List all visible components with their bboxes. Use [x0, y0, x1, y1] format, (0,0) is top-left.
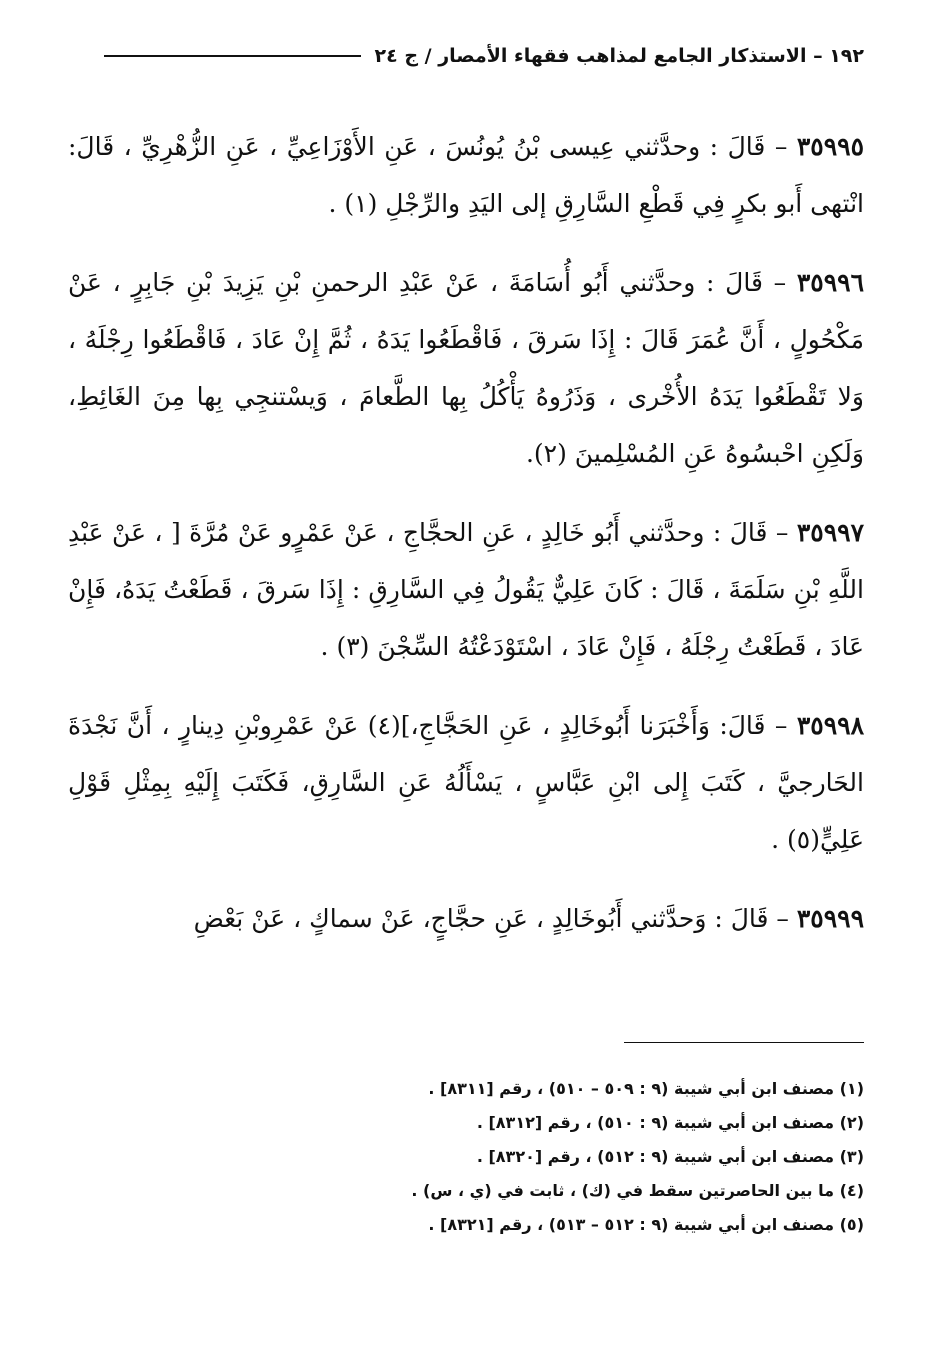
- header-rule: [104, 55, 361, 57]
- entry-text: – قَالَ : وحدَّثني أَبُو خَالِدٍ ، عَنِ الحجَّاجِ ، عَنْ عَمْرٍو عَنْ مُرَّةَ [ ، عَنْ عَبْدِ اللَّهِ بْنِ سَلَمَةَ ، قَالَ : كَانَ عَلِيٌّ يَقُولُ فِي السَّارِقِ : إِذَا سَرقَ ، قَطَعْتُ يَدَهُ، فَإِنْ عَادَ ، قَطَعْتُ رِجْلَهُ ، فَإِنْ عَادَ ، اسْتَوْدَعْتُهُ السِّجْنَ (٣) .: [68, 518, 864, 661]
- main-text: [68, 118, 864, 969]
- footnote: (٤) ما بين الحاصرتين سقط في (ك) ، ثابت في (ي ، س) .: [411, 1181, 864, 1200]
- hadith-entry: [68, 504, 864, 675]
- entry-number: ٣٥٩٩٧: [796, 518, 864, 547]
- footnote: (١) مصنف ابن أبي شيبة (٩ : ٥٠٩ – ٥١٠) ، رقم [٨٣١١] .: [428, 1079, 864, 1098]
- hadith-entry: [68, 118, 864, 232]
- entry-text: – قَالَ: وَأَخْبَرَنا أَبُوخَالِدٍ ، عَنِ الحَجَّاجِ،](٤) عَنْ عَمْرِوبْنِ دِينارٍ ، أَنَّ نَجْدَةَ الحَارجيَّ ، كَتَبَ إِلى ابْنِ عَبَّاسٍ ، يَسْأَلُهُ عَنِ السَّارِقِ، فَكَتَبَ إِلَيْهِ بِمِثْلِ قَوْلِ عَلِيٍّ(٥) .: [68, 711, 864, 854]
- entry-number: ٣٥٩٩٩: [796, 904, 864, 933]
- entry-text: – قَالَ : وَحدَّثني أَبُوخَالِدٍ ، عَنِ حجَّاجٍ، عَنْ سماكٍ ، عَنْ بَعْضِ: [193, 904, 797, 933]
- entry-number: ٣٥٩٩٨: [796, 711, 865, 740]
- header-title: ١٩٢ – الاستذكار الجامع لمذاهب فقهاء الأمصار / ج ٢٤: [374, 45, 864, 67]
- footnote: (٥) مصنف ابن أبي شيبة (٩ : ٥١٢ – ٥١٣) ، رقم [٨٣٢١] .: [428, 1215, 864, 1234]
- hadith-entry: [68, 254, 864, 482]
- footnote-separator: [624, 1042, 864, 1043]
- entry-number: ٣٥٩٩٦: [796, 268, 864, 297]
- running-header: [104, 36, 864, 76]
- entry-text: – قَالَ : وحدَّثني عِيسى بْنُ يُونُسَ ، عَنِ الأَوْزَاعِيِّ ، عَنِ الزُّهْرِيِّ ، قَالَ: انْتهى أَبو بكرٍ فِي قَطْعِ السَّارِقِ إلى اليَدِ والرِّجْلِ (١) .: [68, 132, 864, 218]
- footnote: (٣) مصنف ابن أبي شيبة (٩ : ٥١٢) ، رقم [٨٣٢٠] .: [476, 1147, 864, 1166]
- entry-text: – قَالَ : وحدَّثني أَبُو أُسَامَةَ ، عَنْ عَبْدِ الرحمنِ بْنِ يَزِيدَ بْنِ جَابِرٍ ، عَنْ مَكْحُولٍ ، أَنَّ عُمَرَ قَالَ : إِذَا سَرقَ ، فَاقْطَعُوا يَدَهُ ، ثُمَّ إِنْ عَادَ ، فَاقْطَعُوا رِجْلَهُ ، وَلا تَقْطَعُوا يَدَهُ الأُخْرى ، وَذَرُوهُ يَأْكُلُ بِها الطَّعامَ ، وَيسْتنجِي بِها مِنَ الغَائِطِ، وَلَكِنِ احْبسُوهُ عَنِ المُسْلِمينَ (٢).: [68, 268, 864, 468]
- hadith-entry: [68, 890, 864, 947]
- entry-number: ٣٥٩٩٥: [796, 132, 864, 161]
- footnotes: [68, 1072, 864, 1242]
- hadith-entry: [68, 697, 864, 868]
- footnote: (٢) مصنف ابن أبي شيبة (٩ : ٥١٠) ، رقم [٨٣١٢] .: [476, 1113, 864, 1132]
